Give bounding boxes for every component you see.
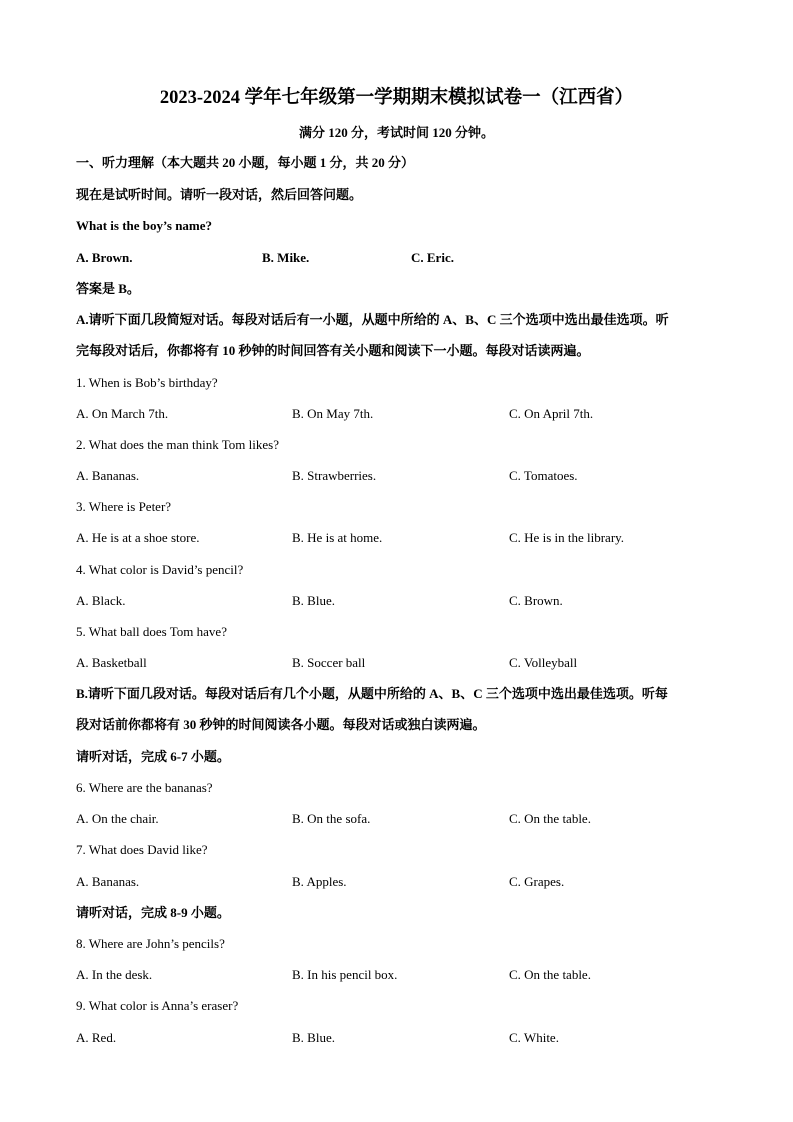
q8-option-b: B. In his pencil box. (292, 967, 398, 982)
q3-option-b: B. He is at home. (292, 530, 383, 545)
q8-option-c: C. On the table. (509, 967, 591, 982)
q7-option-b: B. Apples. (292, 874, 347, 889)
q1-option-b: B. On May 7th. (292, 406, 374, 421)
question-6: 6. Where are the bananas? (76, 780, 213, 795)
q5-option-b: B. Soccer ball (292, 655, 366, 670)
exam-info: 满分 120 分，考试时间 120 分钟。 (298, 125, 494, 140)
group-8-9-heading: 请听对话，完成 8-9 小题。 (76, 905, 230, 920)
trial-option-b: B. Mike. (262, 250, 310, 265)
question-3: 3. Where is Peter? (76, 499, 172, 514)
q4-option-a: A. Black. (76, 593, 126, 608)
q7-option-c: C. Grapes. (509, 874, 565, 889)
q2-option-c: C. Tomatoes. (509, 468, 578, 483)
question-7: 7. What does David like? (76, 842, 208, 857)
q6-option-c: C. On the table. (509, 811, 591, 826)
q8-option-a: A. In the desk. (76, 967, 153, 982)
q2-option-a: A. Bananas. (76, 468, 140, 483)
trial-option-a: A. Brown. (76, 250, 133, 265)
section-heading: 一、听力理解（本大题共 20 小题，每小题 1 分，共 20 分） (76, 155, 415, 170)
q9-option-b: B. Blue. (292, 1030, 335, 1045)
page-title: 2023-2024 学年七年级第一学期期末模拟试卷一（江西省） (159, 88, 634, 108)
q5-option-a: A. Basketball (76, 655, 147, 670)
q4-option-b: B. Blue. (292, 593, 335, 608)
q3-option-a: A. He is at a shoe store. (76, 530, 200, 545)
q2-option-b: B. Strawberries. (292, 468, 377, 483)
q1-option-a: A. On March 7th. (76, 406, 169, 421)
q4-option-c: C. Brown. (509, 593, 563, 608)
q9-option-c: C. White. (509, 1030, 559, 1045)
trial-question: What is the boy’s name? (76, 218, 213, 233)
q9-option-a: A. Red. (76, 1030, 117, 1045)
q1-option-c: C. On April 7th. (509, 406, 594, 421)
question-8: 8. Where are John’s pencils? (76, 936, 225, 951)
part-a-instructions-line2: 完每段对话后，你都将有 10 秒钟的时间回答有关小题和阅读下一小题。每段对话读两遍。 (76, 343, 590, 358)
group-6-7-heading: 请听对话，完成 6-7 小题。 (76, 749, 230, 764)
question-5: 5. What ball does Tom have? (76, 624, 227, 639)
question-1: 1. When is Bob’s birthday? (76, 375, 218, 390)
trial-option-c: C. Eric. (411, 250, 454, 265)
trial-answer: 答案是 B。 (76, 281, 140, 296)
trial-intro: 现在是试听时间。请听一段对话，然后回答问题。 (76, 187, 363, 202)
part-a-instructions-line1: A.请听下面几段简短对话。每段对话后有一小题，从题中所给的 A、B、C 三个选项中选出最佳选项。听 (76, 312, 669, 327)
question-4: 4. What color is David’s pencil? (76, 562, 244, 577)
q6-option-b: B. On the sofa. (292, 811, 371, 826)
question-2: 2. What does the man think Tom likes? (76, 437, 279, 452)
q5-option-c: C. Volleyball (509, 655, 578, 670)
part-b-instructions-line2: 段对话前你都将有 30 秒钟的时间阅读各小题。每段对话或独白读两遍。 (76, 717, 486, 732)
q7-option-a: A. Bananas. (76, 874, 140, 889)
question-9: 9. What color is Anna’s eraser? (76, 998, 239, 1013)
part-b-instructions-line1: B.请听下面几段对话。每段对话后有几个小题，从题中所给的 A、B、C 三个选项中选出最佳选项。听每 (76, 686, 668, 701)
q3-option-c: C. He is in the library. (509, 530, 625, 545)
q6-option-a: A. On the chair. (76, 811, 159, 826)
